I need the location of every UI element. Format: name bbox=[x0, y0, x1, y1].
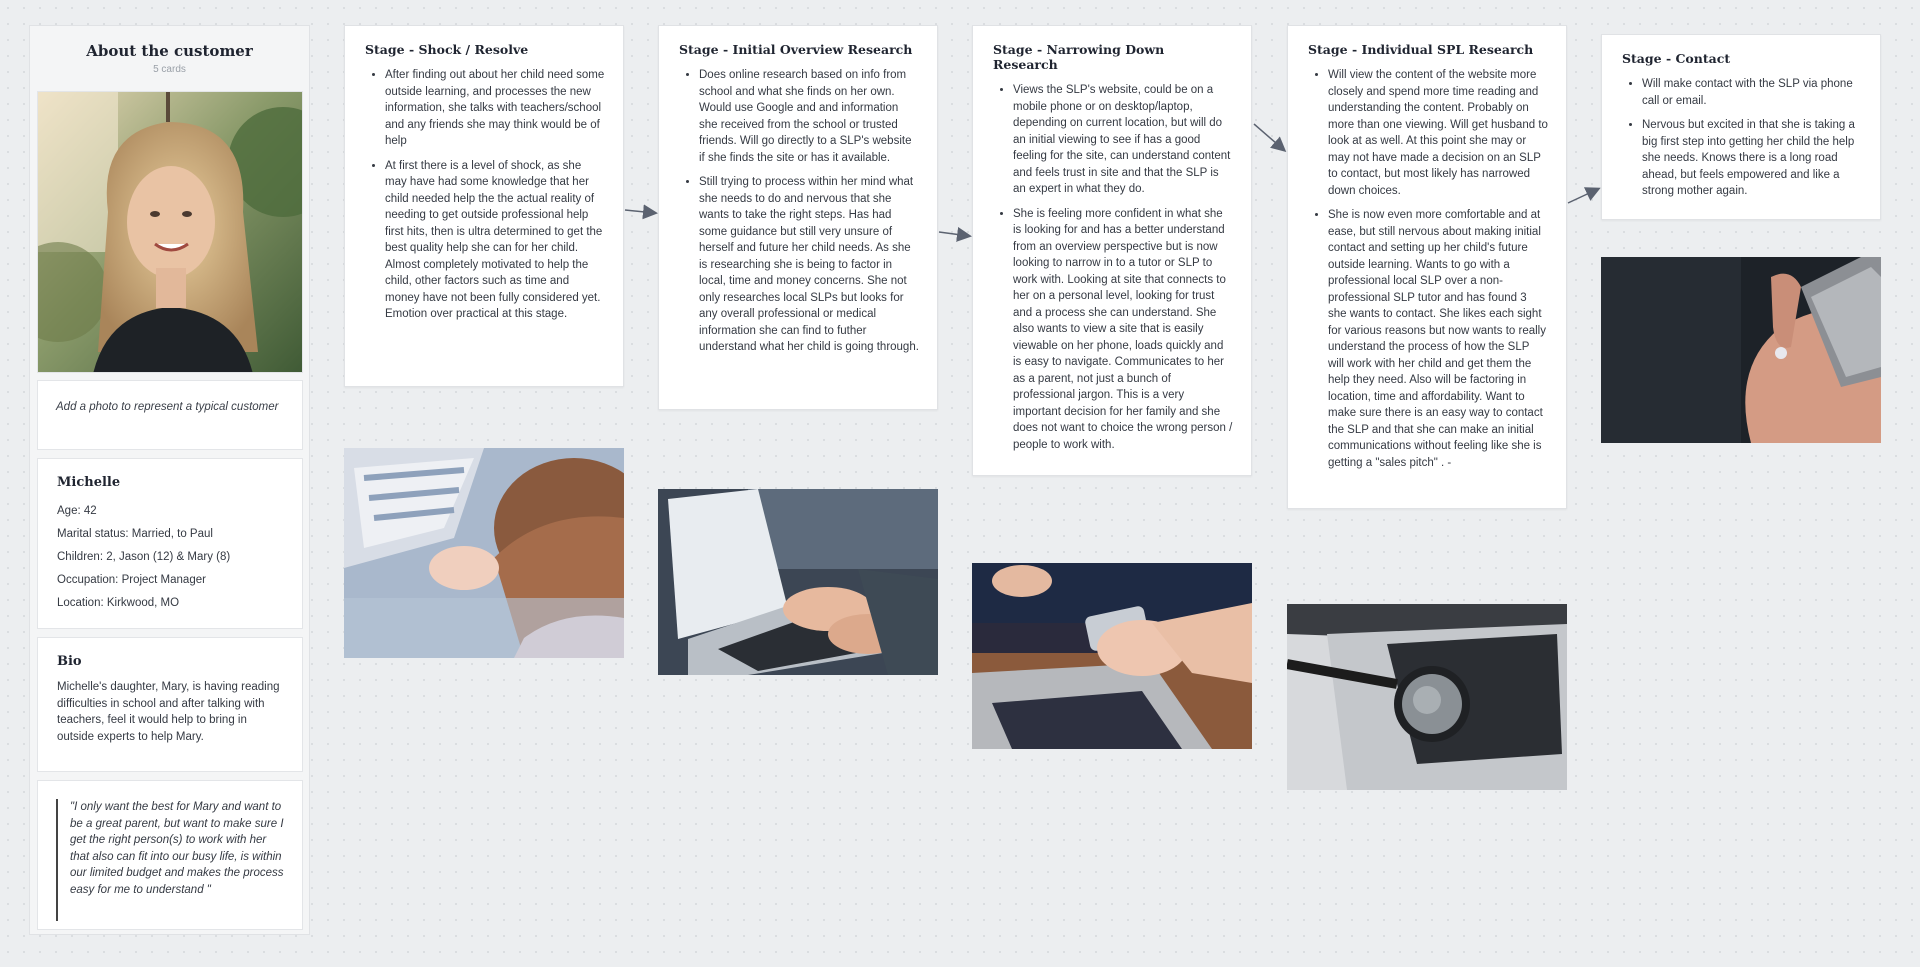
bio-heading: Bio bbox=[57, 654, 82, 669]
connector-arrow-1-2[interactable] bbox=[625, 210, 655, 213]
connector-arrow-2-3[interactable] bbox=[939, 232, 969, 236]
profile-occupation: Occupation: Project Manager bbox=[57, 574, 206, 586]
stage-bullet: • After finding out about her child need some outside learning, and processes the new information, she talks with teachers/school and any friends she may think would be of help bbox=[385, 67, 605, 150]
profile-children: Children: 2, Jason (12) & Mary (8) bbox=[57, 551, 231, 563]
connector-arrow-4-5[interactable] bbox=[1568, 189, 1598, 203]
profile-location: Location: Kirkwood, MO bbox=[57, 597, 180, 609]
connector-arrow-3-4[interactable] bbox=[1254, 124, 1284, 150]
stage-title: Stage - Individual SPL Research bbox=[1308, 42, 1534, 57]
photo-laptop-typing[interactable] bbox=[658, 489, 938, 675]
stage-title: Stage - Narrowing Down Research bbox=[993, 42, 1165, 72]
stage-title: Stage - Shock / Resolve bbox=[365, 42, 529, 57]
profile-age: Age: 42 bbox=[57, 505, 97, 517]
stage-bullet: • Will view the content of the website more closely and spend more time reading and understanding the content. Probably on more than one viewing. Will get husband to look at as well. At this point she may or may not have made a decision on an SLP to contact, but most likely has narrowed down choices. bbox=[1328, 67, 1548, 199]
profile-marital-status: Marital status: Married, to Paul bbox=[57, 528, 213, 540]
profile-name: Michelle bbox=[57, 475, 121, 490]
photo-hand-phone[interactable] bbox=[1601, 257, 1881, 443]
stage-bullet: • Views the SLP's website, could be on a mobile phone or on desktop/laptop, depending on current location, but will do an initial viewing to see if has a good feeling for the site, can understand content and feels trust in site and that the SLP is an expert in what they do. bbox=[1013, 82, 1233, 198]
stage-title: Stage - Contact bbox=[1622, 51, 1731, 66]
photo-magnifying-glass[interactable] bbox=[1287, 604, 1567, 790]
customer-card-count: 5 cards bbox=[153, 64, 186, 75]
stage-bullet: • She is now even more comfortable and at ease, but still nervous about making initial contact and setting up her child's future outside learning. Wants to go with a professional local SLP over a non-professional SLP tutor and has found 3 she wants to contact. She likes each sight for various reasons but now wants to really understand the process of how the SLP will work with her child and get them the help they need. Also will be factoring in location, time and affordability. Want to make sure there is an easy way to contact the SLP and that she can make an initial communications without feeling like she is getting a "sales pitch" . - bbox=[1328, 207, 1548, 471]
stage-bullet: • Still trying to process within her mind what she needs to do and nervous that she wants to take the right steps. Has had some guidance but still very unsure of herself and future her child needs. As she is researching she is being to factor in local, time and money concerns. She not only researches local SLPs but looks for any overall professional or medical information she can find to futher understand what her child is going through. bbox=[699, 174, 919, 356]
bio-text: Michelle's daughter, Mary, is having reading difficulties in school and after talking with teachers, feel it would help to bring in outside experts to help Mary. bbox=[57, 681, 280, 743]
photo-phone-laptop[interactable] bbox=[972, 563, 1252, 749]
customer-frame-title: About the customer bbox=[86, 42, 253, 60]
stage-bullet: • Nervous but excited in that she is taking a big first step into getting her child the help she needs. Knows there is a long road ahead, but feels empowered and like a strong mother again. bbox=[1642, 117, 1862, 200]
photo-baby-hand[interactable] bbox=[344, 448, 624, 658]
stage-bullet: • She is feeling more confident in what she is looking for and has a better understand from an overview perspective but is now looking to narrow in to a tutor or SLP to work with. Looking at site that connects to her on a personal level, looking for trust and a process she can understand. She also wants to view a site that is easily viewable on her phone, loads quickly and is easy to navigate. Communicates to her as a parent, not just a bunch of professional jargon. This is a very important decision for her family and she does not want to choice the wrong person / people to work with. bbox=[1013, 206, 1233, 454]
stage-bullet: • Will make contact with the SLP via phone call or email. bbox=[1642, 76, 1862, 109]
photo-placeholder-hint[interactable]: Add a photo to represent a typical customer bbox=[37, 380, 303, 450]
customer-quote: "I only want the best for Mary and want to be a great parent, but want to make sure I get the right person(s) to work with her that also can fit into our busy life, is within our limited budget and makes the process easy for me to understand " bbox=[56, 799, 286, 921]
stage-bullet: • At first there is a level of shock, as she may have had some knowledge that her child needed help the the actual reality of needing to get outside professional help first hits, then is ultra determined to get the best quality help she can for her child. Almost completely motivated to help the child, other factors such as time and money have not been fully considered yet. Emotion over practical at this stage. bbox=[385, 158, 605, 323]
stage-title: Stage - Initial Overview Research bbox=[679, 42, 913, 57]
stage-bullet: • Does online research based on info from school and what she finds on her own. Would use Google and and information she received from the school or trusted friends. Will go directly to a SLP's website if she finds the site or has it available. bbox=[699, 67, 919, 166]
